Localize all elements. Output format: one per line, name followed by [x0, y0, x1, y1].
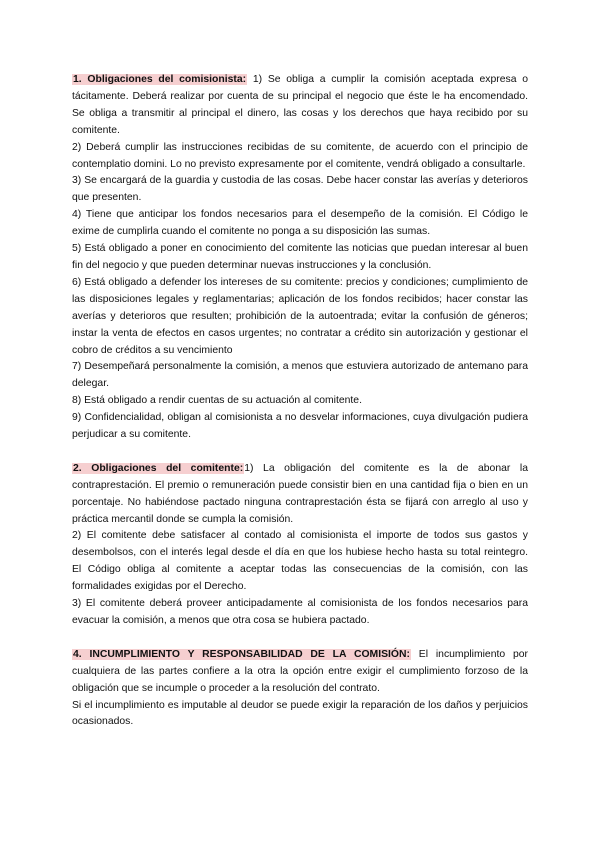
paragraph-text: 1) Se obliga a cumplir la comisión aceptada expresa o tácitamente. Deberá realizar por cuenta de su principal el negocio que éste le ha encomendado. Se obliga a transmitir al principal el dinero, las cosas y los derechos que haya recibido por su comitente.: [72, 74, 528, 136]
section-heading: 2. Obligaciones del comitente:: [73, 462, 244, 474]
paragraph: 4) Tiene que anticipar los fondos necesarios para el desempeño de la comisión. El Código le exime de cumplirla cuando el comitente no ponga a su disposición las sumas.: [72, 209, 528, 238]
paragraph-text: El incumplimiento por cualquiera de las partes confiere a la otra la opción entre exigir el cumplimiento forzoso de la obligación que se incumple o proceder a la resolución del contrato.: [72, 648, 529, 694]
paragraph: 5) Está obligado a poner en conocimiento del comitente las noticias que puedan interesar al buen fin del negocio y que pueden determinar nuevas instrucciones y la conclusión.: [72, 243, 528, 271]
paragraph: [72, 461, 528, 529]
section-obligaciones-comitente: [72, 461, 528, 630]
paragraph: 3) El comitente deberá proveer anticipadamente al comisionista de los fondos necesarios para evacuar la comisión, a menos que otra cosa se hubiera pactado.: [72, 598, 528, 626]
paragraph: 3) Se encargará de la guardia y custodia de las cosas. Debe hacer constar las averías y deterioros que presenten.: [72, 175, 528, 204]
section-incumplimiento: [72, 647, 528, 732]
paragraph: [72, 72, 528, 140]
paragraph: 6) Está obligado a defender los intereses de su comitente: precios y condiciones; cumplimiento de las disposiciones legales y reglamentarias; aplicación de los fondos recibidos; hacer constar las averías y deterioros que resulten; prohibición de la autoentrada; evitar la confusión de géneros; instar la venta de efectos en casos urgentes; no contratar a crédito sin autorización y gestionar el cobro de créditos a su vencimiento: [72, 276, 528, 356]
paragraph: [72, 647, 528, 698]
paragraph-text: 1) La obligación del comitente es la de abonar la contraprestación. El premio o remuneración puede consistir bien en una cantidad fija o bien en un porcentaje. No habiéndose pactado ninguna contraprestación ésta se fijará con arreglo al uso y práctica mercantil donde se cumpla la comisión.: [72, 462, 529, 525]
paragraph: 8) Está obligado a rendir cuentas de su actuación al comitente.: [72, 395, 362, 407]
paragraph: 7) Desempeñará personalmente la comisión, a menos que estuviera autorizado de antemano para delegar.: [72, 361, 528, 390]
paragraph: 9) Confidencialidad, obligan al comisionista a no desvelar informaciones, cuya divulgación pudiera perjudicar a su comitente.: [72, 412, 528, 441]
paragraph: 2) El comitente debe satisfacer al contado al comisionista el importe de todos sus gastos y desembolsos, con el interés legal desde el día en que los hubiese hecho hasta su total reintegro. El Código obliga al comitente a aceptar todas las consecuencias de la comisión, con las formalidades exigidas por el Derecho.: [72, 530, 528, 593]
document-page: [72, 72, 528, 731]
paragraph: Si el incumplimiento es imputable al deudor se puede exigir la reparación de los daños y perjuicios ocasionados.: [72, 699, 528, 728]
section-obligaciones-comisionista: [72, 72, 528, 444]
section-heading: 4. INCUMPLIMIENTO Y RESPONSABILIDAD DE LA COMISIÓN:: [73, 648, 410, 660]
paragraph: 2) Deberá cumplir las instrucciones recibidas de su comitente, de acuerdo con el principio de contemplatio domini. Lo no previsto expresamente por el comitente, vendrá obligado a consultarle.: [72, 141, 528, 170]
section-heading: 1. Obligaciones del comisionista:: [73, 74, 247, 85]
